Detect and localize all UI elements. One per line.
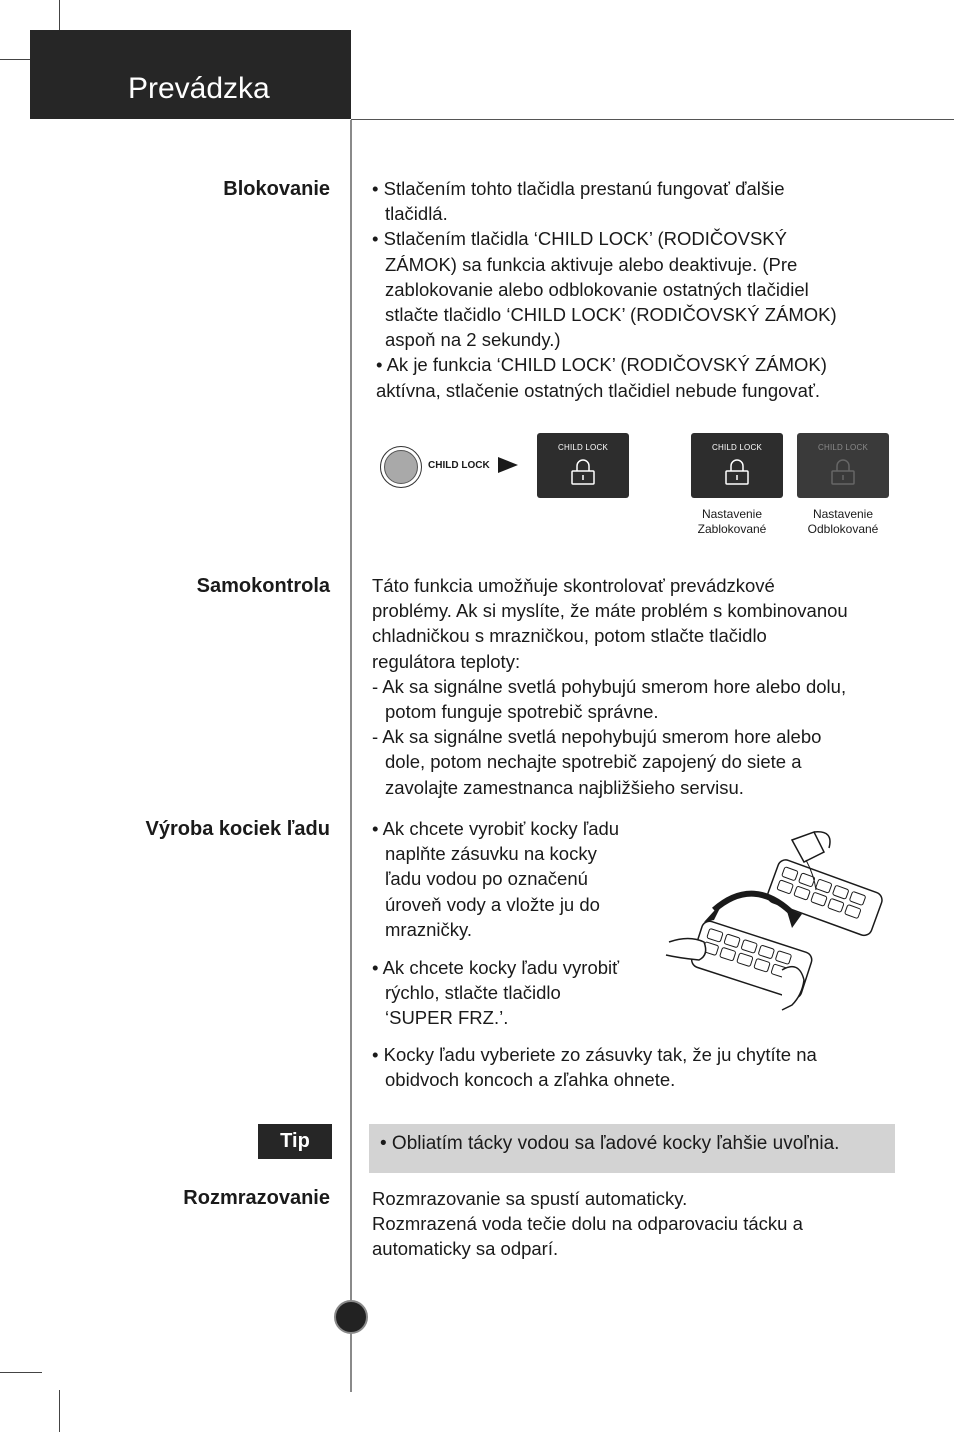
caption-line: Odblokované: [807, 522, 879, 536]
text-line: chladničkou s mrazničkou, potom stlačte tlačidlo: [372, 625, 767, 647]
child-lock-panel-locked: [691, 433, 783, 498]
panel-label: CHILD LOCK: [711, 443, 762, 452]
crop-mark: [0, 1372, 42, 1373]
crop-mark: [59, 0, 60, 30]
text-line: - Ak sa signálne svetlá nepohybujú smerom hore alebo: [372, 726, 822, 748]
child-lock-button: [380, 446, 422, 488]
text-line: ‘SUPER FRZ.’.: [385, 1007, 509, 1029]
section-title-blokovanie: Blokovanie: [223, 178, 330, 200]
text-line: stlačte tlačidlo ‘CHILD LOCK’ (RODIČOVSKÝ ZÁMOK): [385, 304, 837, 326]
text-line: ZÁMOK) sa funkcia aktivuje alebo deaktivuje. (Pre: [385, 253, 798, 275]
child-lock-label: CHILD LOCK: [428, 460, 490, 471]
arrow-right-icon: [498, 457, 518, 473]
child-lock-panel-unlocked: [797, 433, 889, 498]
ice-bullet-2: [372, 955, 619, 1031]
lock-icon: [724, 458, 750, 486]
tip-badge: Tip: [258, 1124, 332, 1159]
text-line: Rozmrazená voda tečie dolu na odparovaciu tácku a: [372, 1213, 803, 1235]
text-line: rýchlo, stlačte tlačidlo: [385, 982, 561, 1004]
text-line: • Ak je funkcia ‘CHILD LOCK’ (RODIČOVSKÝ ZÁMOK): [376, 354, 827, 376]
caption-line: Zablokované: [697, 522, 767, 536]
text-line: automaticky sa odparí.: [372, 1238, 559, 1260]
text-line: naplňte zásuvku na kocky: [385, 843, 597, 865]
panel-label: CHILD LOCK: [557, 443, 608, 452]
text-line: Táto funkcia umožňuje skontrolovať prevádzkové: [372, 575, 775, 596]
blokovanie-text: [372, 176, 837, 403]
text-line: regulátora teploty:: [372, 650, 521, 672]
button-face: [384, 450, 418, 484]
header-rule: [351, 119, 954, 120]
text-line: obidvoch koncoch a zľahka ohnete.: [385, 1069, 676, 1091]
page-marker-dot: [334, 1300, 368, 1334]
text-line: • Stlačením tlačidla ‘CHILD LOCK’ (RODIČOVSKÝ: [372, 228, 787, 250]
text-line: ľadu vodou po označenú: [385, 868, 588, 890]
crop-mark: [0, 59, 30, 60]
samokontrola-text: [372, 573, 848, 800]
lock-icon: [570, 458, 596, 486]
section-title-samokontrola: Samokontrola: [196, 575, 330, 597]
text-line: zablokovanie alebo odblokovanie ostatných tlačidiel: [385, 278, 809, 300]
text-line: problémy. Ak si myslíte, že máte problém s kombinovanou: [372, 600, 848, 622]
column-divider: [350, 120, 352, 1392]
text-line: potom funguje spotrebič správne.: [385, 701, 659, 723]
section-title-ice: Výroba kociek ľadu: [145, 818, 330, 840]
text-line: tlačidlá.: [385, 203, 448, 225]
caption-unlocked: [793, 507, 893, 537]
lock-icon: [830, 458, 856, 486]
ice-bullet-1: [372, 816, 619, 942]
text-line: aktívna, stlačenie ostatných tlačidiel nebude fungovať.: [376, 379, 821, 401]
text-line: Rozmrazovanie sa spustí automaticky.: [372, 1188, 688, 1209]
caption-line: Nastavenie: [701, 507, 763, 521]
ice-bullet-3: [372, 1042, 817, 1092]
section-title-rozmrazovanie: Rozmrazovanie: [183, 1187, 330, 1209]
text-line: • Kocky ľadu vyberiete zo zásuvky tak, že ju chytíte na: [372, 1044, 817, 1065]
rozmrazovanie-text: [372, 1186, 803, 1262]
text-line: úroveň vody a vložte ju do: [385, 893, 600, 915]
text-line: zavolajte zamestnanca najbližšieho servisu.: [385, 776, 744, 798]
panel-label: CHILD LOCK: [817, 443, 868, 452]
text-line: mrazničky.: [385, 918, 473, 940]
ice-tray-illustration: [664, 830, 884, 1015]
caption-line: Nastavenie: [812, 507, 874, 521]
child-lock-panel: [537, 433, 629, 498]
text-line: • Stlačením tohto tlačidla prestanú fungovať ďalšie: [372, 178, 785, 199]
crop-mark: [59, 1390, 60, 1432]
text-line: aspoň na 2 sekundy.): [385, 329, 561, 351]
text-line: - Ak sa signálne svetlá pohybujú smerom hore alebo dolu,: [372, 675, 847, 697]
tip-text: • Obliatím tácky vodou sa ľadové kocky ľahšie uvoľnia.: [380, 1133, 840, 1154]
text-line: • Ak chcete vyrobiť kocky ľadu: [372, 818, 620, 839]
caption-locked: [682, 507, 782, 537]
page-title: Prevádzka: [128, 72, 270, 105]
text-line: dole, potom nechajte spotrebič zapojený do siete a: [385, 751, 802, 773]
text-line: • Ak chcete kocky ľadu vyrobiť: [372, 957, 620, 978]
